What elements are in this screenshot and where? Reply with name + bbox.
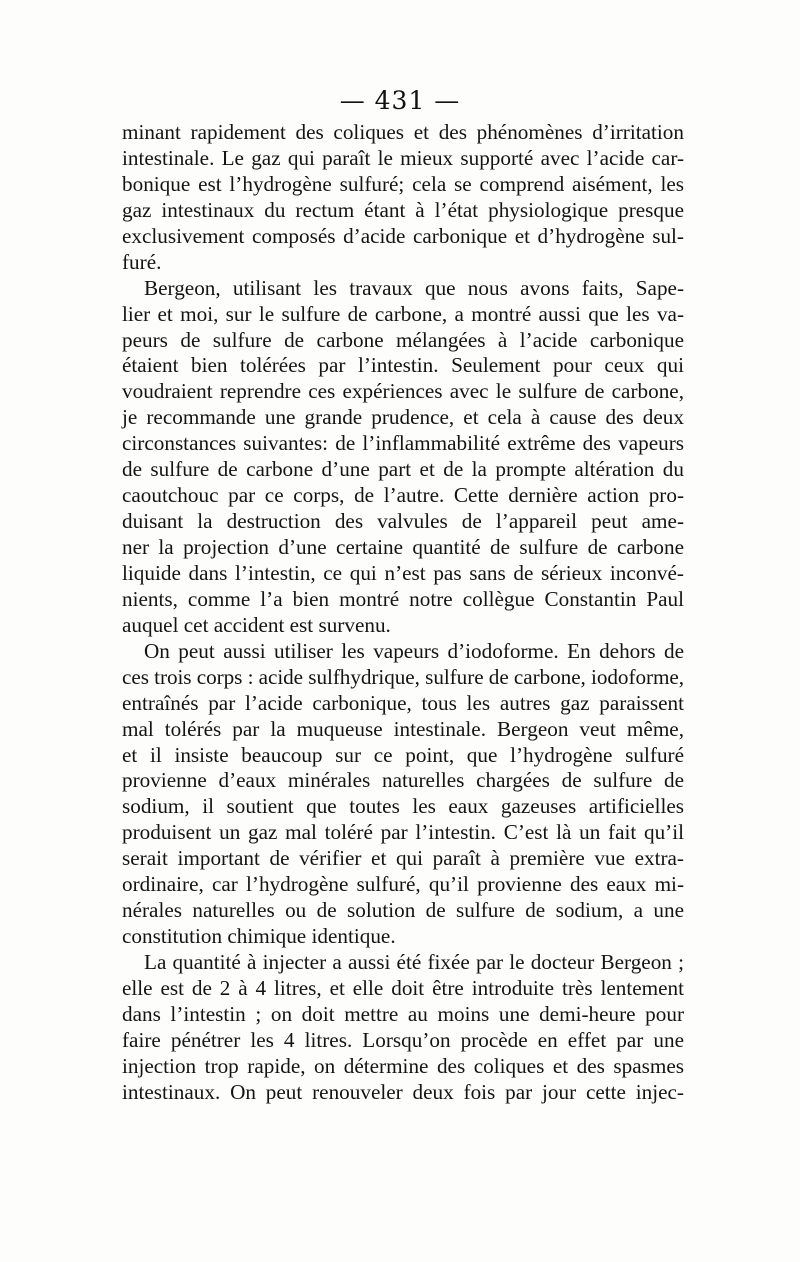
- text-line: Bergeon, utilisant les travaux que nous avons faits, Sape-: [144, 275, 684, 300]
- text-line: minant rapidement des coliques et des phénomènes d’irritation: [122, 120, 684, 144]
- text-line: furé.: [122, 249, 162, 274]
- text-line: bonique est l’hydrogène sulfuré; cela se comprend aisément, les: [122, 171, 684, 196]
- text-line: gaz intestinaux du rectum étant à l’état physiologique presque: [122, 197, 684, 222]
- text-line: lier et moi, sur le sulfure de carbone, a montré aussi que les va-: [122, 301, 684, 326]
- text-line: elle est de 2 à 4 litres, et elle doit être introduite très lentement: [122, 975, 684, 1000]
- text-line: ordinaire, car l’hydrogène sulfuré, qu’il provienne des eaux mi-: [122, 872, 684, 897]
- text-line: serait important de vérifier et qui paraît à première vue extra-: [122, 846, 684, 871]
- text-line: injection trop rapide, on détermine des coliques et des spasmes: [122, 1053, 684, 1078]
- text-line: sodium, il soutient que toutes les eaux gazeuses artificielles: [122, 794, 684, 819]
- text-line: provienne d’eaux minérales naturelles chargées de sulfure de: [122, 768, 684, 793]
- text-line: intestinale. Le gaz qui paraît le mieux supporté avec l’acide car-: [122, 145, 684, 170]
- text-line: constitution chimique identique.: [122, 924, 396, 949]
- text-line: faire pénétrer les 4 litres. Lorsqu’on procède en effet par une: [122, 1027, 684, 1052]
- text-line: On peut aussi utiliser les vapeurs d’iodoforme. En dehors de: [144, 638, 684, 663]
- text-line: exclusivement composés d’acide carbonique et d’hydrogène sul-: [122, 223, 684, 248]
- text-line: intestinaux. On peut renouveler deux fois par jour cette injec-: [122, 1079, 684, 1104]
- body-text: [122, 120, 684, 1106]
- text-line: de sulfure de carbone d’une part et de la prompte altération du: [122, 457, 684, 482]
- text-line: et il insiste beaucoup sur ce point, que l’hydrogène sulfuré: [122, 742, 684, 767]
- text-line: étaient bien tolérées par l’intestin. Seulement pour ceux qui: [122, 353, 684, 378]
- text-line: ner la projection d’une certaine quantité de sulfure de carbone: [122, 535, 684, 559]
- text-line: liquide dans l’intestin, ce qui n’est pas sans de sérieux inconvé-: [122, 560, 684, 585]
- text-line: La quantité à injecter a aussi été fixée par le docteur Bergeon ;: [144, 950, 684, 974]
- page-number: — 431 —: [339, 86, 461, 115]
- text-line: mal tolérés par la muqueuse intestinale. Bergeon veut même,: [122, 716, 684, 741]
- text-line: peurs de sulfure de carbone mélangées à l’acide carbonique: [122, 327, 684, 352]
- text-line: je recommande une grande prudence, et cela à cause des deux: [122, 405, 684, 430]
- text-line: entraînés par l’acide carbonique, tous les autres gaz paraissent: [122, 690, 684, 715]
- text-line: circonstances suivantes: de l’inflammabilité extrême des vapeurs: [122, 431, 684, 456]
- text-line: dans l’intestin ; on doit mettre au moins une demi-heure pour: [122, 1001, 684, 1026]
- text-line: caoutchouc par ce corps, de l’autre. Cette dernière action pro-: [122, 483, 684, 508]
- text-line: voudraient reprendre ces expériences avec le sulfure de carbone,: [122, 379, 684, 404]
- text-line: ces trois corps : acide sulfhydrique, sulfure de carbone, iodoforme,: [122, 664, 684, 689]
- text-line: nérales naturelles ou de solution de sulfure de sodium, a une: [122, 898, 684, 923]
- text-line: duisant la destruction des valvules de l’appareil peut ame-: [122, 509, 684, 534]
- text-line: produisent un gaz mal toléré par l’intestin. C’est là un fait qu’il: [122, 820, 684, 845]
- text-line: nients, comme l’a bien montré notre collègue Constantin Paul: [122, 586, 684, 611]
- text-line: auquel cet accident est survenu.: [122, 612, 391, 637]
